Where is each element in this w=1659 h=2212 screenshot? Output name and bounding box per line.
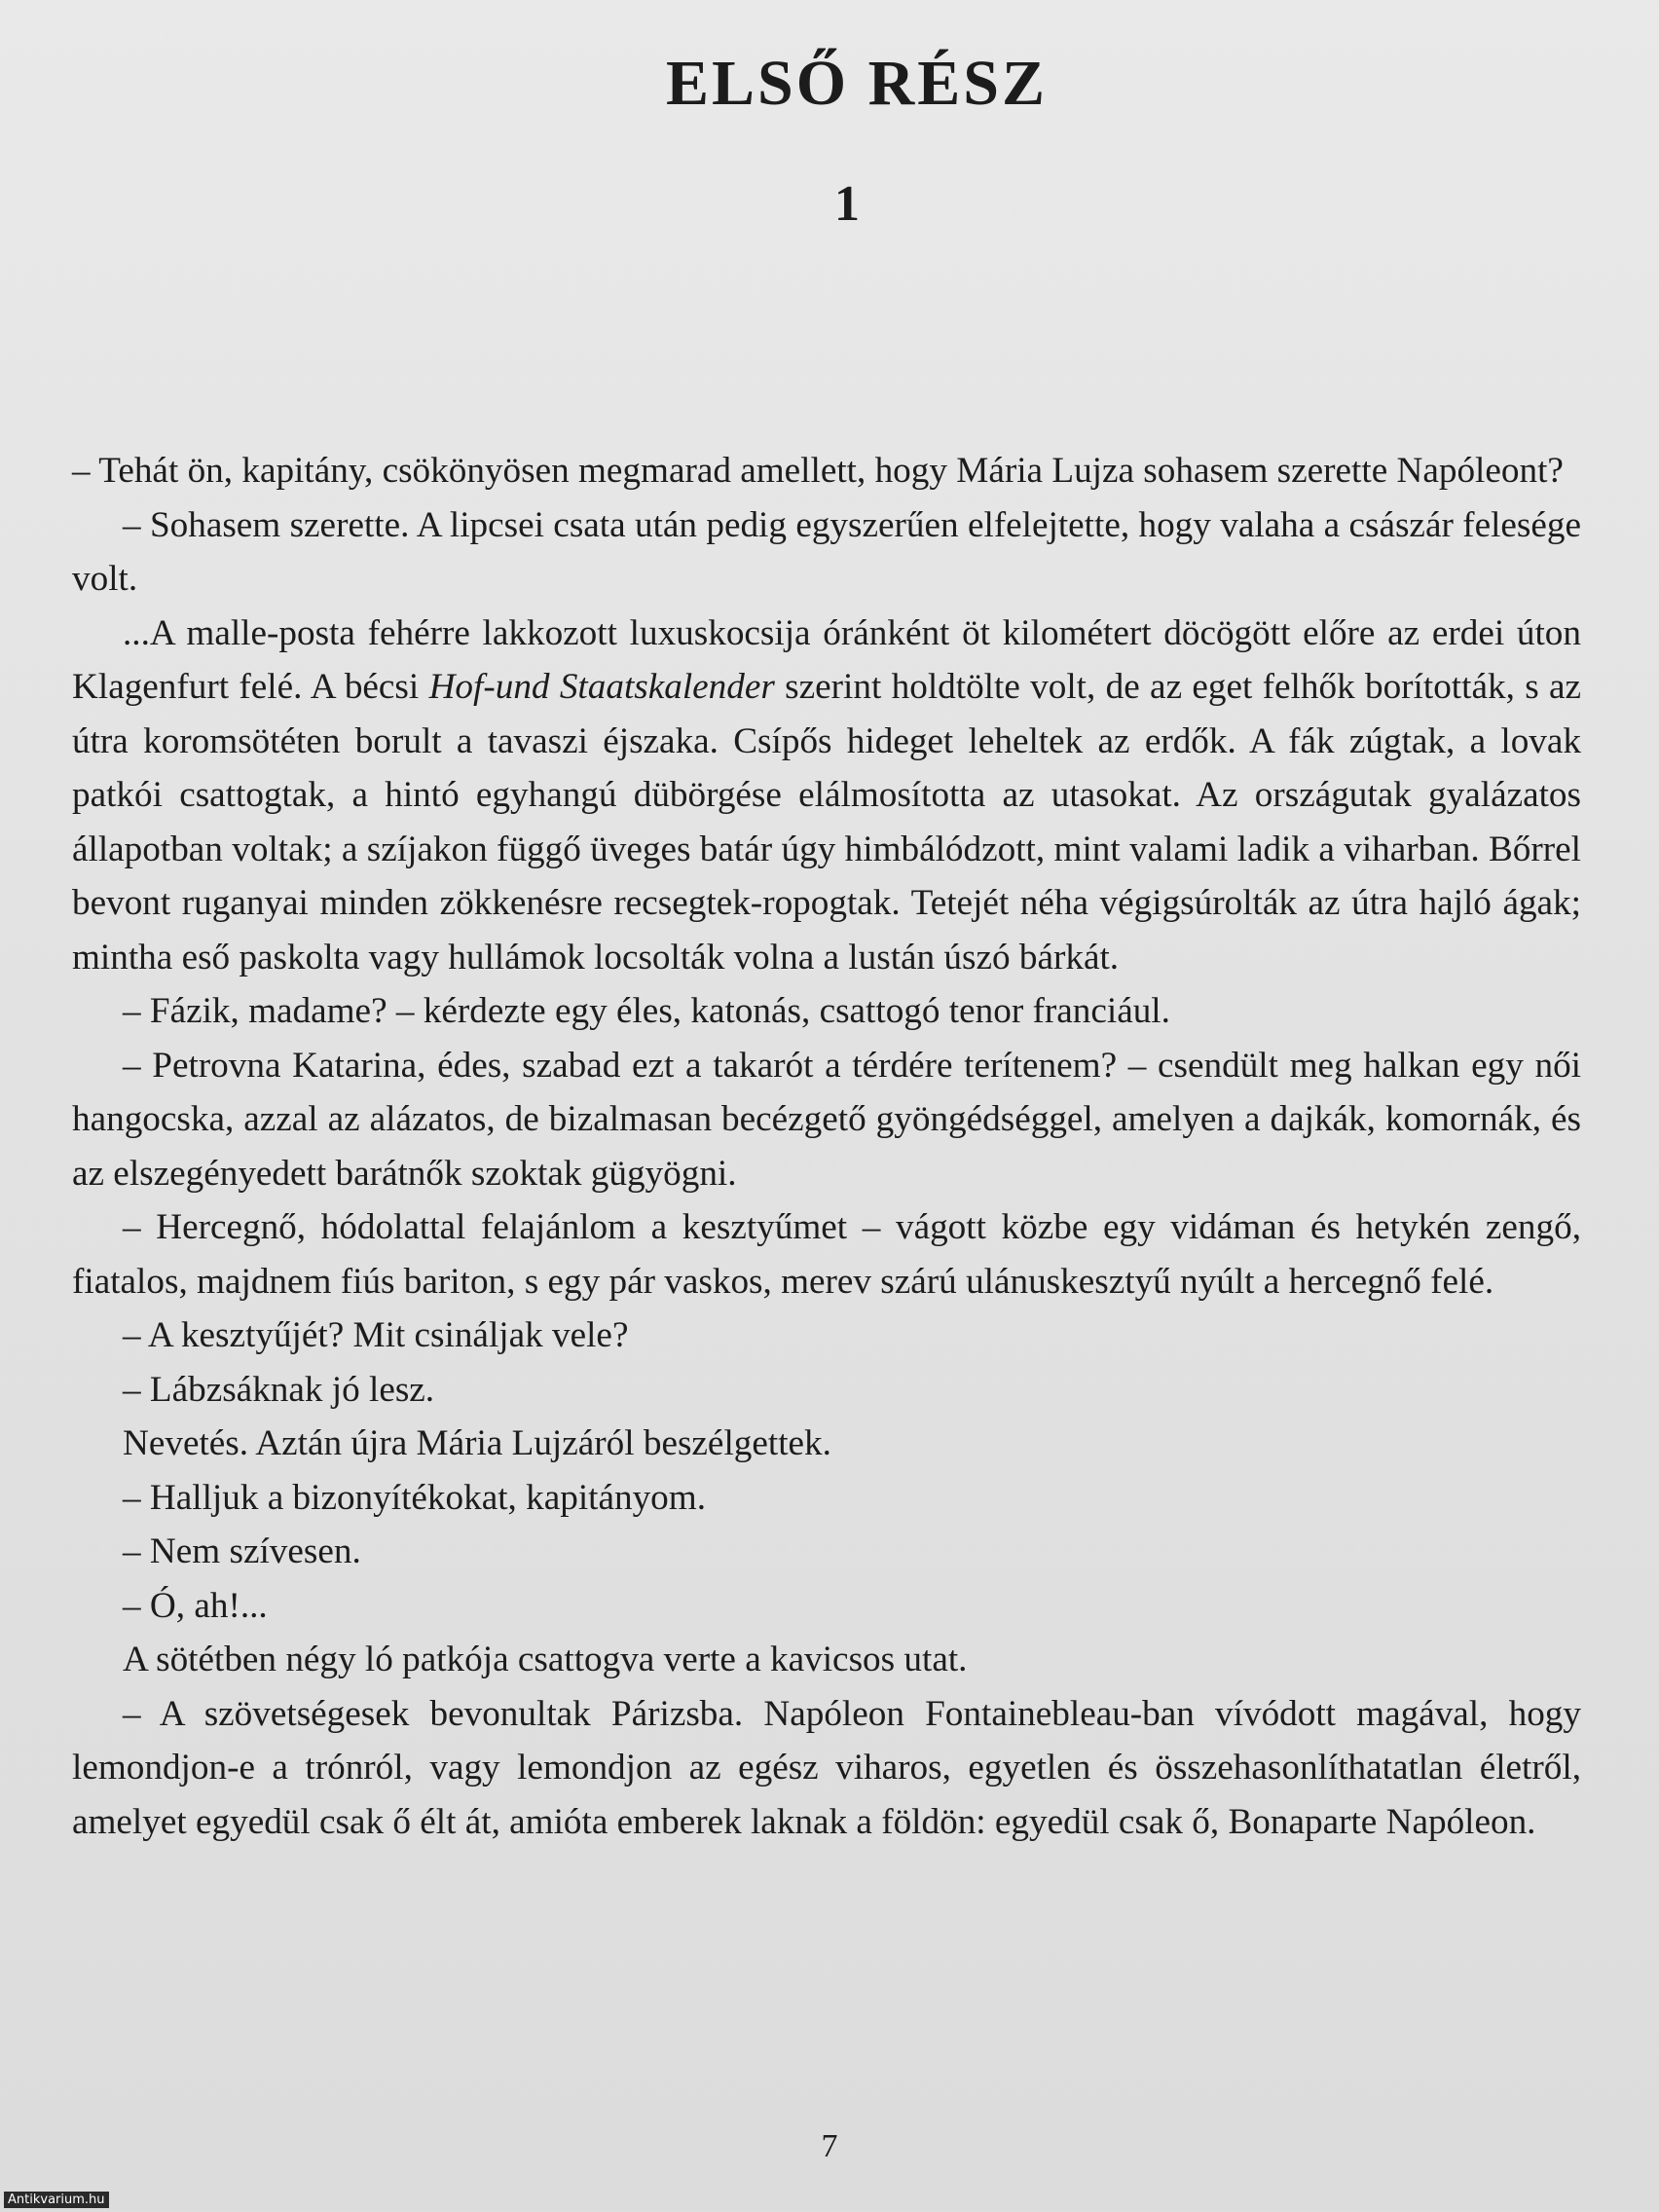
page-number: 7 bbox=[821, 2128, 838, 2164]
paragraph: – Tehát ön, kapitány, csökönyösen megmarad amellett, hogy Mária Lujza sohasem szerette Napóleont? bbox=[72, 451, 1564, 491]
paragraph: – Nem szívesen. bbox=[123, 1531, 361, 1571]
paragraph-text: szerint holdtölte volt, de az eget felhők borították, s az útra koromsötéten borult a tavaszi éjszaka. Csípős hideget leheltek az erdők. A fák zúgtak, a lovak patkói csattogtak, a hintó egyhangú dübörgése elálmosította az utasokat. Az országutak gyalázatos állapotban voltak; a szíjakon függő üveges batár úgy himbálódzott, mint valami ladik a viharban. Bőrrel bevont ruganyai minden zökkenésre recsegtek-ropogtak. Tetejét néha végigsúrolták az útra hajló ágak; mintha eső paskolta vagy hullámok locsolták volna a lustán úszó bárkát. bbox=[72, 667, 1582, 977]
paragraph: – Ó, ah!... bbox=[123, 1585, 268, 1626]
italic-title: Hof-und Staatskalender bbox=[428, 667, 775, 707]
watermark: Antikvarium.hu bbox=[4, 2192, 109, 2208]
paragraph: A sötétben négy ló patkója csattogva verte a kavicsos utat. bbox=[123, 1640, 968, 1679]
paragraph: – Lábzsáknak jó lesz. bbox=[123, 1369, 435, 1410]
chapter-number: 1 bbox=[834, 176, 860, 232]
part-title: ELSŐ RÉSZ bbox=[666, 48, 1048, 119]
paragraph: – Halljuk a bizonyítékokat, kapitányom. bbox=[123, 1477, 706, 1518]
paragraph bbox=[72, 607, 1581, 985]
paragraph: – A szövetségesek bevonultak Párizsba. Napóleon Fontainebleau-ban vívódott magával, hogy lemondjon-e a trónról, vagy lemondjon az egész viharos, egyetlen és összehasonlíthatatlan életről, amelyet egyedül csak ő élt át, amióta emberek laknak a földön: egyedül csak ő, Bonaparte Napóleon. bbox=[72, 1693, 1581, 1842]
paragraph: – Petrovna Katarina, édes, szabad ezt a takarót a térdére terítenem? – csendült meg halkan egy női hangocska, azzal az alázatos, de bizalmasan becézgető gyöngédséggel, amelyen a dajkák, komornák, és az elszegényedett barátnők szoktak gügyögni. bbox=[72, 1045, 1581, 1194]
paragraph-text: ...A malle-posta fehérre lakkozott luxuskocsija óránként öt kilométert döcögött előre az erdei úton Klagenfurt felé. A bécsi bbox=[72, 612, 1581, 707]
paragraph: – Hercegnő, hódolattal felajánlom a kesztyűmet – vágott közbe egy vidáman és hetykén zengő, fiatalos, majdnem fiús bariton, s egy pár vaskos, merev szárú ulánuskesztyű nyúlt a hercegnő felé. bbox=[72, 1207, 1581, 1302]
paragraph: – A kesztyűjét? Mit csináljak vele? bbox=[123, 1315, 629, 1355]
paragraph: – Sohasem szerette. A lipcsei csata után pedig egyszerűen elfelejtette, hogy valaha a császár felesége volt. bbox=[72, 504, 1581, 599]
body-text bbox=[72, 444, 1581, 1849]
paragraph: Nevetés. Aztán újra Mária Lujzáról beszélgettek. bbox=[123, 1423, 831, 1463]
paragraph: – Fázik, madame? – kérdezte egy éles, katonás, csattogó tenor franciául. bbox=[123, 991, 1170, 1031]
